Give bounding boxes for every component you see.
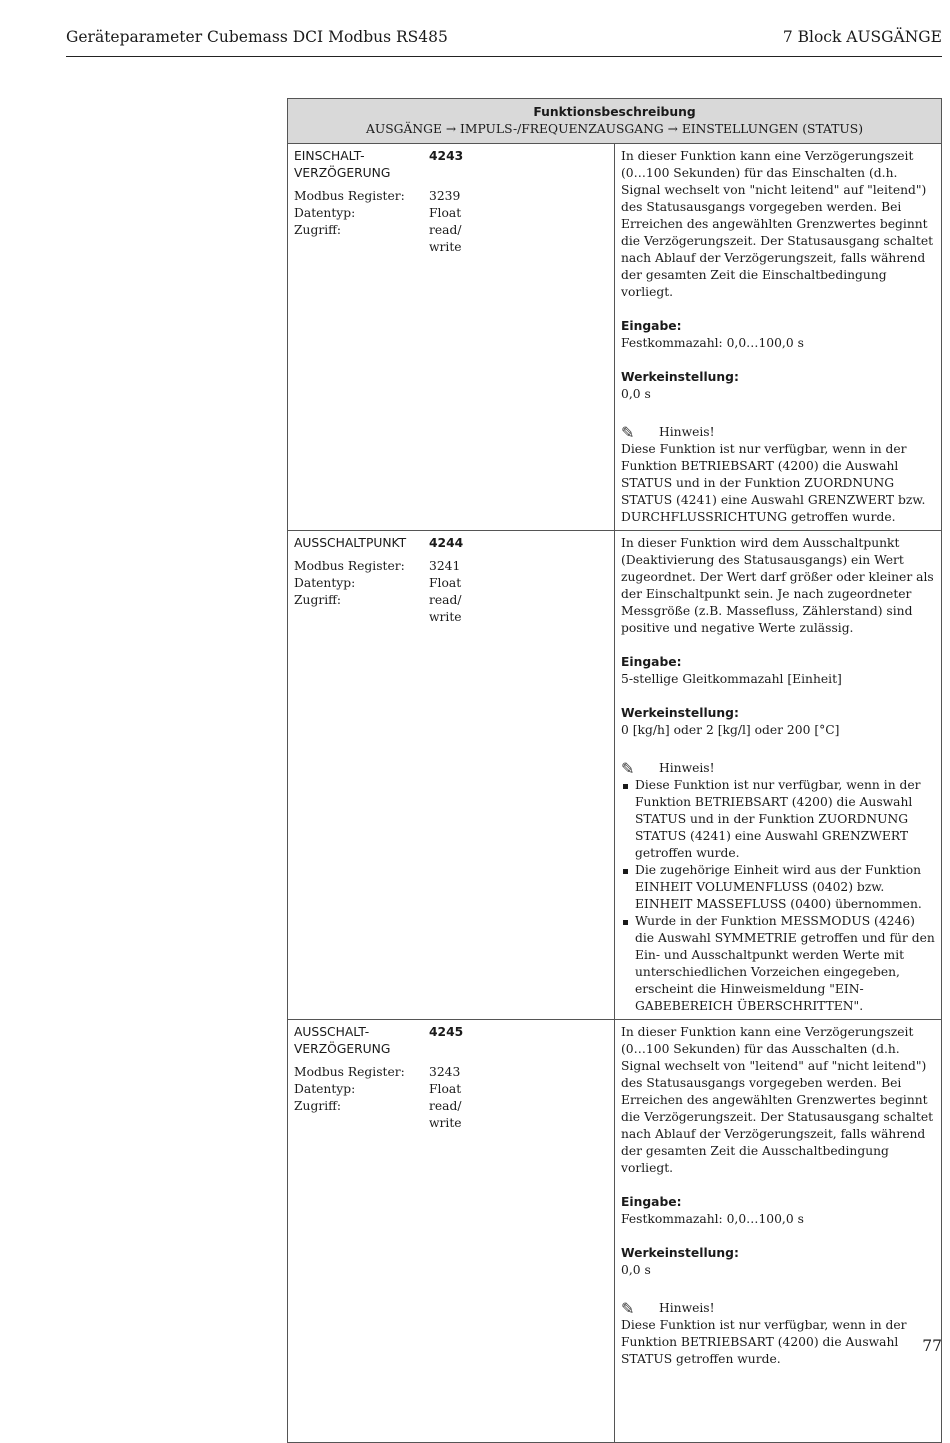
default-heading: Werkeinstellung:	[621, 370, 739, 384]
function-table	[287, 98, 942, 1443]
table-row	[288, 1020, 942, 1443]
list-item: Diese Funktion ist nur verfügbar, wenn in der Funktion BETRIEBSART (4200) die Auswahl STATUS und in der Funktion ZUORDNUNG STATUS (4241) eine Auswahl GRENZWERT getroffen wurde.	[621, 777, 935, 862]
list-item: Wurde in der Funktion MESSMODUS (4246) die Auswahl SYMMETRIE getroffen und für den Ein- und Ausschaltpunkt werden Werte mit unterschiedlichen Vorzeichen eingegeben, erscheint die Hinweismeldung "EINGABEBEREICH ÜBERSCHRITTEN".	[621, 913, 935, 1015]
page-number: 77	[922, 1337, 942, 1355]
access-value: read/ write	[429, 223, 462, 254]
function-code: 4244	[429, 536, 464, 550]
list-item: Die zugehörige Einheit wird aus der Funktion EINHEIT VOLUMENFLUSS (0402) bzw. EINHEIT MASSEFLUSS (0400) übernommen.	[621, 862, 935, 913]
default-value: 0,0 s	[621, 387, 651, 401]
input-value: 5-stellige Gleitkommazahl [Einheit]	[621, 672, 842, 686]
datatype-value: Float	[429, 206, 462, 220]
register-label: Modbus Register:	[294, 559, 405, 573]
note-list	[621, 777, 935, 1015]
access-value: read/ write	[429, 593, 462, 624]
input-heading: Eingabe:	[621, 655, 682, 669]
function-code: 4243	[429, 149, 464, 163]
input-value: Festkommazahl: 0,0…100,0 s	[621, 336, 804, 350]
description-text: In dieser Funktion kann eine Verzögerungszeit (0…100 Sekunden) für das Ausschalten (d.h. Signal wechselt von "leitend" auf "nicht leitend") des Statusausgangs vorgegeben werden. Bei Erreichen des angewählten Grenzwertes beginnt die Verzögerungszeit. Der Statusausgang schaltet nach Ablauf der Verzögerungszeit, falls während der gesamten Zeit die Ausschaltbedingung vorliegt.	[621, 1025, 934, 1175]
input-value: Festkommazahl: 0,0…100,0 s	[621, 1212, 804, 1226]
datatype-label: Datentyp:	[294, 206, 356, 220]
datatype-label: Datentyp:	[294, 576, 356, 590]
function-info-cell	[288, 531, 615, 1020]
page-header	[66, 24, 942, 57]
function-code: 4245	[429, 1025, 464, 1039]
default-value: 0,0 s	[621, 1263, 651, 1277]
function-description-cell	[615, 144, 942, 531]
note-heading: Hinweis!	[659, 425, 715, 439]
function-info-cell	[288, 1020, 615, 1443]
document-title: Geräteparameter Cubemass DCI Modbus RS485	[66, 28, 448, 46]
function-name: AUSSCHALT- VERZÖGERUNG	[294, 1025, 391, 1056]
default-heading: Werkeinstellung:	[621, 706, 739, 720]
input-heading: Eingabe:	[621, 1195, 682, 1209]
register-label: Modbus Register:	[294, 189, 405, 203]
table-row	[288, 144, 942, 531]
datatype-value: Float	[429, 576, 462, 590]
description-text: In dieser Funktion kann eine Verzögerungszeit (0…100 Sekunden) für das Einschalten (d.h. Signal wechselt von "nicht leitend" auf "leitend") des Statusausgangs vorgegeben werden. Bei Erreichen des angewählten Grenzwertes beginnt die Verzögerungszeit. Der Statusausgang schaltet nach Ablauf der Verzögerungszeit, falls während der gesamten Zeit die Einschaltbedingung vorliegt.	[621, 149, 934, 299]
pencil-icon: ✎	[621, 1299, 635, 1318]
function-description-cell	[615, 1020, 942, 1443]
note-heading: Hinweis!	[659, 761, 715, 775]
pencil-icon: ✎	[621, 759, 635, 778]
access-label: Zugriff:	[294, 593, 342, 607]
table-title: Funktionsbeschreibung	[533, 105, 696, 119]
function-name: AUSSCHALTPUNKT	[294, 536, 407, 550]
table-menu-path: AUSGÄNGE → IMPULS-/FREQUENZAUSGANG → EINSTELLUNGEN (STATUS)	[365, 122, 864, 136]
default-heading: Werkeinstellung:	[621, 1246, 739, 1260]
table-row	[288, 531, 942, 1020]
register-value: 3239	[429, 189, 461, 203]
register-value: 3241	[429, 559, 461, 573]
access-label: Zugriff:	[294, 223, 342, 237]
default-value: 0 [kg/h] oder 2 [kg/l] oder 200 [°C]	[621, 723, 840, 737]
table-header	[288, 99, 942, 144]
note-text: Diese Funktion ist nur verfügbar, wenn in der Funktion BETRIEBSART (4200) die Auswahl STATUS und in der Funktion ZUORDNUNG STATUS (4241) eine Auswahl GRENZWERT bzw. DURCHFLUSSRICHTUNG getroffen wurde.	[621, 442, 926, 524]
description-text: In dieser Funktion wird dem Ausschaltpunkt (Deaktivierung des Statusausgangs) ein Wert zugeordnet. Der Wert darf größer oder kleiner als der Einschaltpunkt sein. Je nach zugeordneter Messgröße (z.B. Massefluss, Zählerstand) sind positive und negative Werte zulässig.	[621, 536, 934, 635]
access-label: Zugriff:	[294, 1099, 342, 1113]
datatype-label: Datentyp:	[294, 1082, 356, 1096]
note-heading: Hinweis!	[659, 1301, 715, 1315]
note-text: Diese Funktion ist nur verfügbar, wenn in der Funktion BETRIEBSART (4200) die Auswahl STATUS getroffen wurde.	[621, 1318, 907, 1366]
pencil-icon: ✎	[621, 423, 635, 442]
register-value: 3243	[429, 1065, 461, 1079]
function-description-cell	[615, 531, 942, 1020]
input-heading: Eingabe:	[621, 319, 682, 333]
function-info-cell	[288, 144, 615, 531]
access-value: read/ write	[429, 1099, 462, 1130]
function-name: EINSCHALT- VERZÖGERUNG	[294, 149, 391, 180]
chapter-title: 7 Block AUSGÄNGE	[782, 28, 942, 46]
register-label: Modbus Register:	[294, 1065, 405, 1079]
datatype-value: Float	[429, 1082, 462, 1096]
